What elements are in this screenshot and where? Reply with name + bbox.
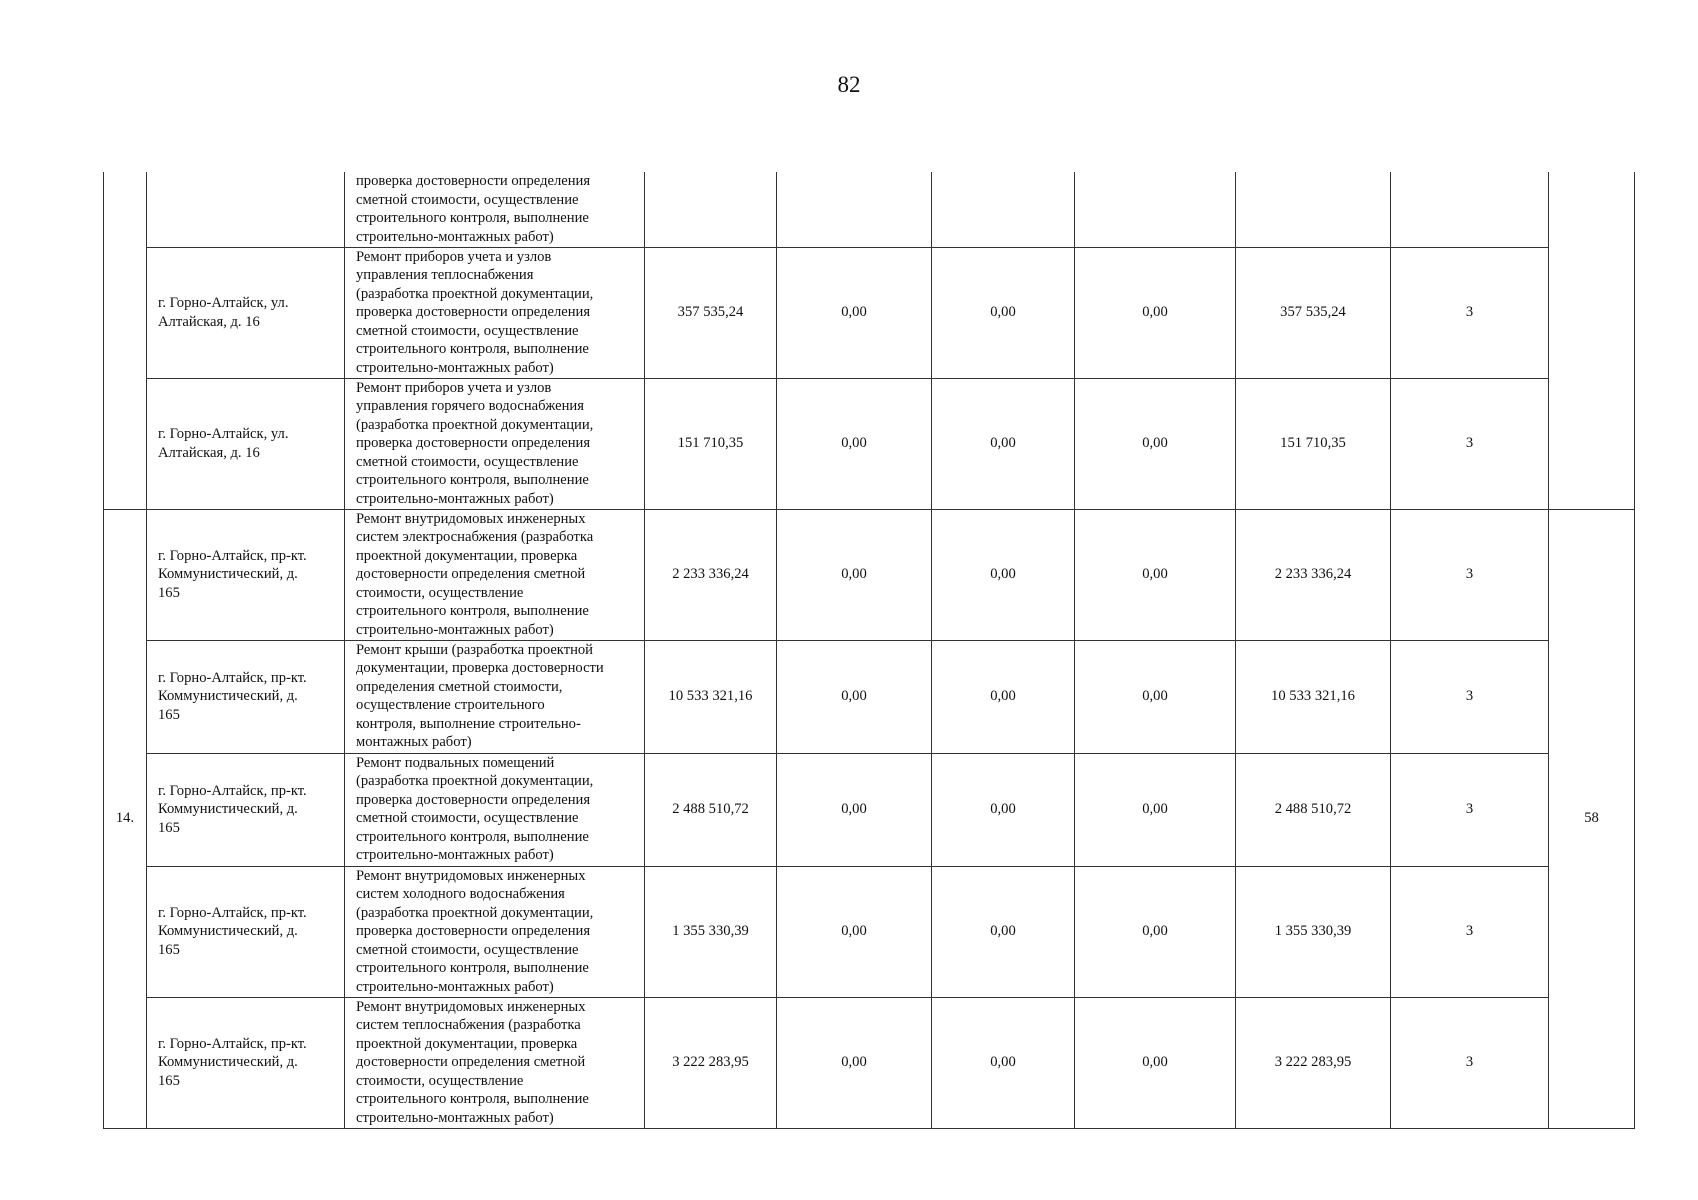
funding-1-cell: 0,00 xyxy=(777,997,932,1128)
funding-4-cell: 151 710,35 xyxy=(1236,378,1391,509)
funding-1-cell: 0,00 xyxy=(777,866,932,997)
funding-3-cell: 0,00 xyxy=(1075,753,1236,866)
table-row xyxy=(104,753,1635,866)
table-row xyxy=(104,378,1635,509)
address-cell: г. Горно-Алтайск, ул. Алтайская, д. 16 xyxy=(147,378,345,509)
address-cell xyxy=(147,172,345,247)
funding-3-cell: 0,00 xyxy=(1075,866,1236,997)
total-cost-cell: 1 355 330,39 xyxy=(645,866,777,997)
address-cell: г. Горно-Алтайск, пр-кт. Коммунистический, д. 165 xyxy=(147,509,345,640)
work-description-cell: Ремонт внутридомовых инженерных систем теплоснабжения (разработка проектной документации, проверка достоверности определения сметной стоимости, осуществление строительного контроля, выполнение строительно-монтажных работ) xyxy=(345,997,645,1128)
address-cell: г. Горно-Алтайск, ул. Алтайская, д. 16 xyxy=(147,247,345,378)
year-cell: 3 xyxy=(1391,378,1549,509)
funding-2-cell: 0,00 xyxy=(932,640,1075,753)
year-cell: 3 xyxy=(1391,753,1549,866)
address-cell: г. Горно-Алтайск, пр-кт. Коммунистический, д. 165 xyxy=(147,640,345,753)
work-description-cell: Ремонт внутридомовых инженерных систем электроснабжения (разработка проектной документации, проверка достоверности определения сметной стоимости, осуществление строительного контроля, выполнение строительно-монтажных работ) xyxy=(345,509,645,640)
funding-1-cell: 0,00 xyxy=(777,509,932,640)
year-cell: 3 xyxy=(1391,247,1549,378)
address-cell: г. Горно-Алтайск, пр-кт. Коммунистический, д. 165 xyxy=(147,866,345,997)
year-cell xyxy=(1391,172,1549,247)
funding-3-cell: 0,00 xyxy=(1075,247,1236,378)
table-row xyxy=(104,172,1635,247)
funding-4-cell xyxy=(1236,172,1391,247)
total-cost-cell: 2 233 336,24 xyxy=(645,509,777,640)
funding-4-cell: 357 535,24 xyxy=(1236,247,1391,378)
table-row xyxy=(104,997,1635,1128)
funding-4-cell: 3 222 283,95 xyxy=(1236,997,1391,1128)
total-cost-cell: 2 488 510,72 xyxy=(645,753,777,866)
funding-4-cell: 1 355 330,39 xyxy=(1236,866,1391,997)
total-cost-cell xyxy=(645,172,777,247)
funding-2-cell: 0,00 xyxy=(932,866,1075,997)
address-cell: г. Горно-Алтайск, пр-кт. Коммунистический, д. 165 xyxy=(147,753,345,866)
funding-3-cell: 0,00 xyxy=(1075,509,1236,640)
row-number-cell xyxy=(104,172,147,509)
table-row xyxy=(104,866,1635,997)
capital-repair-table xyxy=(103,172,1635,1129)
funding-1-cell: 0,00 xyxy=(777,247,932,378)
funding-3-cell: 0,00 xyxy=(1075,378,1236,509)
funding-2-cell: 0,00 xyxy=(932,997,1075,1128)
funding-4-cell: 2 233 336,24 xyxy=(1236,509,1391,640)
work-description-cell: Ремонт приборов учета и узлов управления горячего водоснабжения (разработка проектной документации, проверка достоверности определения сметной стоимости, осуществление строительного контроля, выполнение строительно-монтажных работ) xyxy=(345,378,645,509)
year-cell: 3 xyxy=(1391,997,1549,1128)
page-number: 82 xyxy=(837,72,861,97)
table-row xyxy=(104,247,1635,378)
year-cell: 3 xyxy=(1391,509,1549,640)
funding-2-cell: 0,00 xyxy=(932,378,1075,509)
total-cost-cell: 10 533 321,16 xyxy=(645,640,777,753)
total-cost-cell: 357 535,24 xyxy=(645,247,777,378)
funding-3-cell xyxy=(1075,172,1236,247)
table-row xyxy=(104,640,1635,753)
funding-2-cell: 0,00 xyxy=(932,753,1075,866)
funding-2-cell: 0,00 xyxy=(932,247,1075,378)
total-cost-cell: 3 222 283,95 xyxy=(645,997,777,1128)
funding-1-cell: 0,00 xyxy=(777,753,932,866)
row-number-cell: 14. xyxy=(104,509,147,1128)
funding-4-cell: 2 488 510,72 xyxy=(1236,753,1391,866)
year-cell: 3 xyxy=(1391,640,1549,753)
year-cell: 3 xyxy=(1391,866,1549,997)
funding-1-cell xyxy=(777,172,932,247)
address-cell: г. Горно-Алтайск, пр-кт. Коммунистический, д. 165 xyxy=(147,997,345,1128)
funding-1-cell: 0,00 xyxy=(777,640,932,753)
work-description-cell: Ремонт приборов учета и узлов управления теплоснабжения (разработка проектной документации, проверка достоверности определения сметной стоимости, осуществление строительного контроля, выполнение строительно-монтажных работ) xyxy=(345,247,645,378)
work-description-cell: Ремонт крыши (разработка проектной документации, проверка достоверности определения сметной стоимости, осуществление строительного контроля, выполнение строительно- монтажных работ) xyxy=(345,640,645,753)
group-total-cell: 58 xyxy=(1549,509,1635,1128)
table-row xyxy=(104,509,1635,640)
funding-4-cell: 10 533 321,16 xyxy=(1236,640,1391,753)
funding-2-cell: 0,00 xyxy=(932,509,1075,640)
work-description-cell: Ремонт подвальных помещений (разработка проектной документации, проверка достоверности определения сметной стоимости, осуществление строительного контроля, выполнение строительно-монтажных работ) xyxy=(345,753,645,866)
work-description-cell: Ремонт внутридомовых инженерных систем холодного водоснабжения (разработка проектной документации, проверка достоверности определения сметной стоимости, осуществление строительного контроля, выполнение строительно-монтажных работ) xyxy=(345,866,645,997)
work-description-cell: проверка достоверности определения сметной стоимости, осуществление строительного контроля, выполнение строительно-монтажных работ) xyxy=(345,172,645,247)
group-total-cell xyxy=(1549,172,1635,509)
funding-1-cell: 0,00 xyxy=(777,378,932,509)
funding-3-cell: 0,00 xyxy=(1075,640,1236,753)
total-cost-cell: 151 710,35 xyxy=(645,378,777,509)
funding-3-cell: 0,00 xyxy=(1075,997,1236,1128)
funding-2-cell xyxy=(932,172,1075,247)
